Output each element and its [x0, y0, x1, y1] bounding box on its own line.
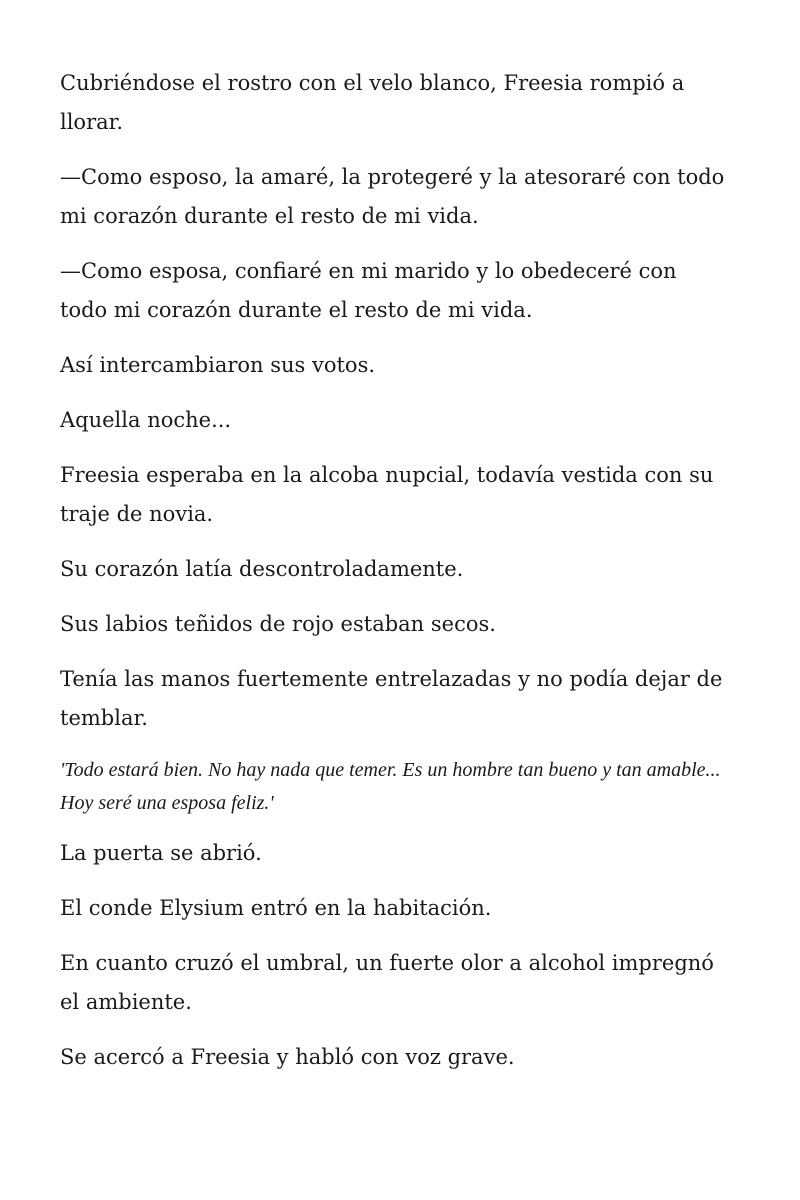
- paragraph-9: Tenía las manos fuertemente entrelazadas y no podía dejar de temblar.: [60, 667, 723, 730]
- paragraph-7: Su corazón latía descontroladamente.: [60, 557, 464, 581]
- paragraph-6: Freesia esperaba en la alcoba nupcial, todavía vestida con su traje de novia.: [60, 463, 714, 526]
- paragraph-4: Así intercambiaron sus votos.: [60, 353, 376, 377]
- paragraph-1: Cubriéndose el rostro con el velo blanco, Freesia rompió a llorar.: [60, 71, 685, 134]
- paragraph-14: Se acercó a Freesia y habló con voz grave.: [60, 1045, 515, 1069]
- paragraph-11: La puerta se abrió.: [60, 841, 262, 865]
- paragraph-3: —Como esposa, confiaré en mi marido y lo obedeceré con todo mi corazón durante el resto de mi vida.: [60, 259, 677, 322]
- paragraph-13: En cuanto cruzó el umbral, un fuerte olor a alcohol impregnó el ambiente.: [60, 951, 714, 1014]
- paragraph-5: Aquella noche...: [60, 408, 232, 432]
- inner-thought-paragraph: 'Todo estará bien. No hay nada que temer. Es un hombre tan bueno y tan amable... Hoy seré una esposa feliz.': [60, 759, 721, 814]
- paragraph-8: Sus labios teñidos de rojo estaban secos.: [60, 612, 496, 636]
- paragraph-12: El conde Elysium entró en la habitación.: [60, 896, 492, 920]
- paragraph-2: —Como esposo, la amaré, la protegeré y la atesoraré con todo mi corazón durante el resto de mi vida.: [60, 165, 725, 228]
